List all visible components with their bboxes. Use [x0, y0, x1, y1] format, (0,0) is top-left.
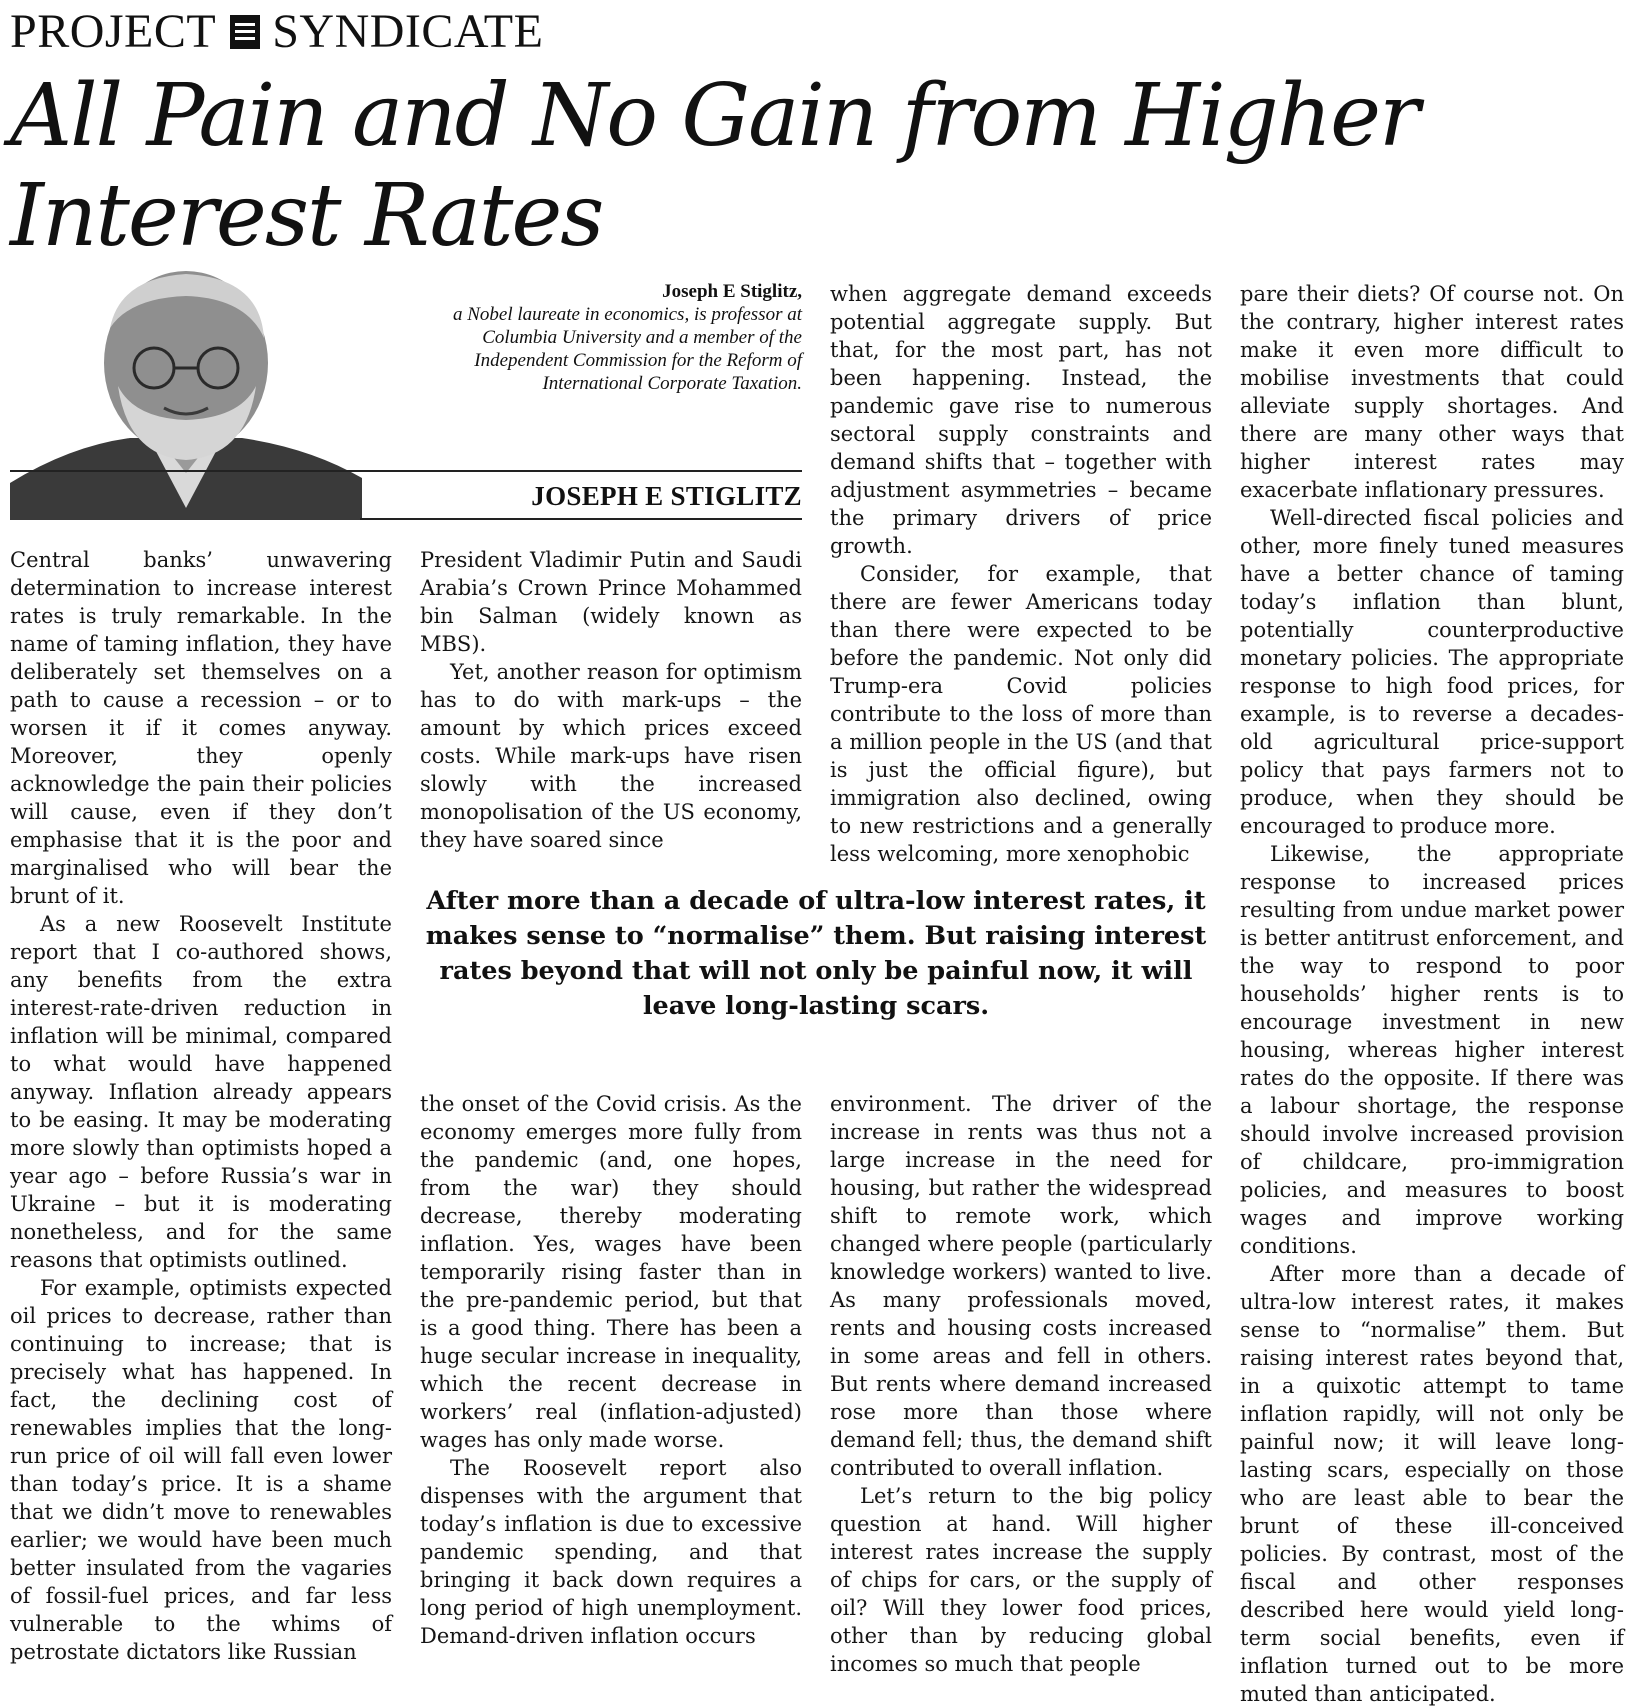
pull-quote: After more than a decade of ultra-low interest rates, it makes sense to “normalise” them. But raising interest rates beyond that will not only be painful now, it will leave long-lasting scars.: [425, 886, 1207, 1021]
article-column-4: [1240, 280, 1624, 1706]
paragraph: when aggregate demand exceeds potential aggregate supply. But that, for the most part, has not been happening. Instead, the pandemic gave rise to numerous sectoral supply constraints and demand shifts that – together with adjustment asymmetries – became the primary drivers of price growth.: [830, 282, 1212, 558]
paragraph: the onset of the Covid crisis. As the economy emerges more fully from the pandemic (and, one hopes, from the war) they should decrease, thereby moderating inflation. Yes, wages have been temporarily rising faster than in the pre-pandemic period, but that is a good thing. There has been a huge secular increase in inequality, which the recent decrease in workers’ real (inflation-adjusted) wages has only made worse.: [420, 1092, 802, 1452]
paragraph: environment. The driver of the increase in rents was thus not a large increase in the need for housing, but rather the widespread shift to remote work, which changed where people (particularly knowledge workers) wanted to live. As many professionals moved, rents and housing costs increased in some areas and fell in others. But rents where demand increased rose more than those where demand fell; thus, the demand shift contributed to overall inflation.: [830, 1092, 1212, 1480]
paragraph: Central banks’ unwavering determination to increase interest rates is truly remarkable. In the name of taming inflation, they have deliberately set themselves on a path to cause a recession – or to worsen it if it comes anyway. Moreover, they openly acknowledge the pain their policies will cause, even if they don’t emphasise that it is the poor and marginalised who will bear the brunt of it.: [10, 548, 392, 908]
paragraph: Well-directed fiscal policies and other, more finely tuned measures have a better chance of taming today’s inflation than blunt, potentially counterproductive monetary policies. The appropriate response to high food prices, for example, is to reverse a decades-old agricultural price-support policy that pays farmers not to produce, when they should be encouraged to produce more.: [1240, 506, 1624, 838]
article-column-2-bottom: [420, 1090, 802, 1682]
byline-underline: [360, 518, 802, 520]
paragraph: Yet, another reason for optimism has to do with mark-ups – the amount by which prices exceed costs. While mark-ups have risen slowly with the increased monopolisation of the US economy, they have soared since: [420, 660, 802, 852]
masthead: [10, 6, 543, 58]
masthead-syndicate: SYNDICATE: [272, 5, 544, 58]
paragraph: Let’s return to the big policy question at hand. Will higher interest rates increase the supply of chips for cars, or the supply of oil? Will they lower food prices, other than by reducing global incomes so much that people: [830, 1484, 1212, 1676]
article-column-3-top: [830, 280, 1212, 866]
byline-rule: [10, 470, 802, 472]
paragraph: After more than a decade of ultra-low interest rates, it makes sense to “normalise” them. But raising interest rates beyond that, in a quixotic attempt to tame inflation rapidly, will not only be painful now; it will leave long-lasting scars, especially on those who are least able to bear the brunt of these ill-conceived policies. By contrast, most of the fiscal and other responses described here would yield long-term social benefits, even if inflation turned out to be more muted than anticipated.: [1240, 1262, 1624, 1706]
author-name: Joseph E Stiglitz,: [662, 281, 802, 302]
paragraph: pare their diets? Of course not. On the contrary, higher interest rates make it even more difficult to mobilise investments that could alleviate supply shortages. And there are many other ways that higher interest rates may exacerbate inflationary pressures.: [1240, 282, 1624, 502]
byline: JOSEPH E STIGLITZ: [531, 481, 802, 511]
author-portrait: [10, 268, 362, 520]
article-column-2-top: [420, 546, 802, 852]
author-bio: [400, 280, 802, 395]
article-column-3-bottom: [830, 1090, 1212, 1682]
paragraph: President Vladimir Putin and Saudi Arabia’s Crown Prince Mohammed bin Salman (widely known as MBS).: [420, 548, 802, 656]
paragraph: As a new Roosevelt Institute report that I co-authored shows, any benefits from the extra interest-rate-driven reduction in inflation will be minimal, compared to what would have happened anyway. Inflation already appears to be easing. It may be moderating more slowly than optimists hoped a year ago – before Russia’s war in Ukraine – but it is moderating nonetheless, and for the same reasons that optimists outlined.: [10, 912, 392, 1272]
book-icon: [230, 15, 260, 49]
article-column-1: [10, 546, 392, 1681]
paragraph: Consider, for example, that there are fewer Americans today than there were expected to be before the pandemic. Not only did Trump-era Covid policies contribute to the loss of more than a million people in the US (and that is just the official figure), but immigration also declined, owing to new restrictions and a generally less welcoming, more xenophobic: [830, 562, 1212, 866]
masthead-project: PROJECT: [10, 5, 217, 58]
paragraph: The Roosevelt report also dispenses with the argument that today’s inflation is due to excessive pandemic spending, and that bringing it back down requires a long period of high unemployment. Demand-driven inflation occurs: [420, 1456, 802, 1648]
headline: All Pain and No Gain from Higher Interest Rates: [10, 66, 1419, 266]
author-bio-text: a Nobel laureate in economics, is professor at Columbia University and a member of the Independent Commission for the Reform of International Corporate Taxation.: [452, 304, 802, 394]
paragraph: Likewise, the appropriate response to increased prices resulting from undue market power is better antitrust enforcement, and the way to respond to poor households’ higher rents is to encourage investment in new housing, whereas higher interest rates do the opposite. If there was a labour shortage, the response should involve increased provision of childcare, pro-immigration policies, and measures to boost wages and improve working conditions.: [1240, 842, 1624, 1258]
paragraph: For example, optimists expected oil prices to decrease, rather than continuing to increase; that is precisely what has happened. In fact, the declining cost of renewables implies that the long-run price of oil will fall even lower than today’s price. It is a shame that we didn’t move to renewables earlier; we would have been much better insulated from the vagaries of fossil-fuel prices, and far less vulnerable to the whims of petrostate dictators like Russian: [10, 1276, 392, 1664]
